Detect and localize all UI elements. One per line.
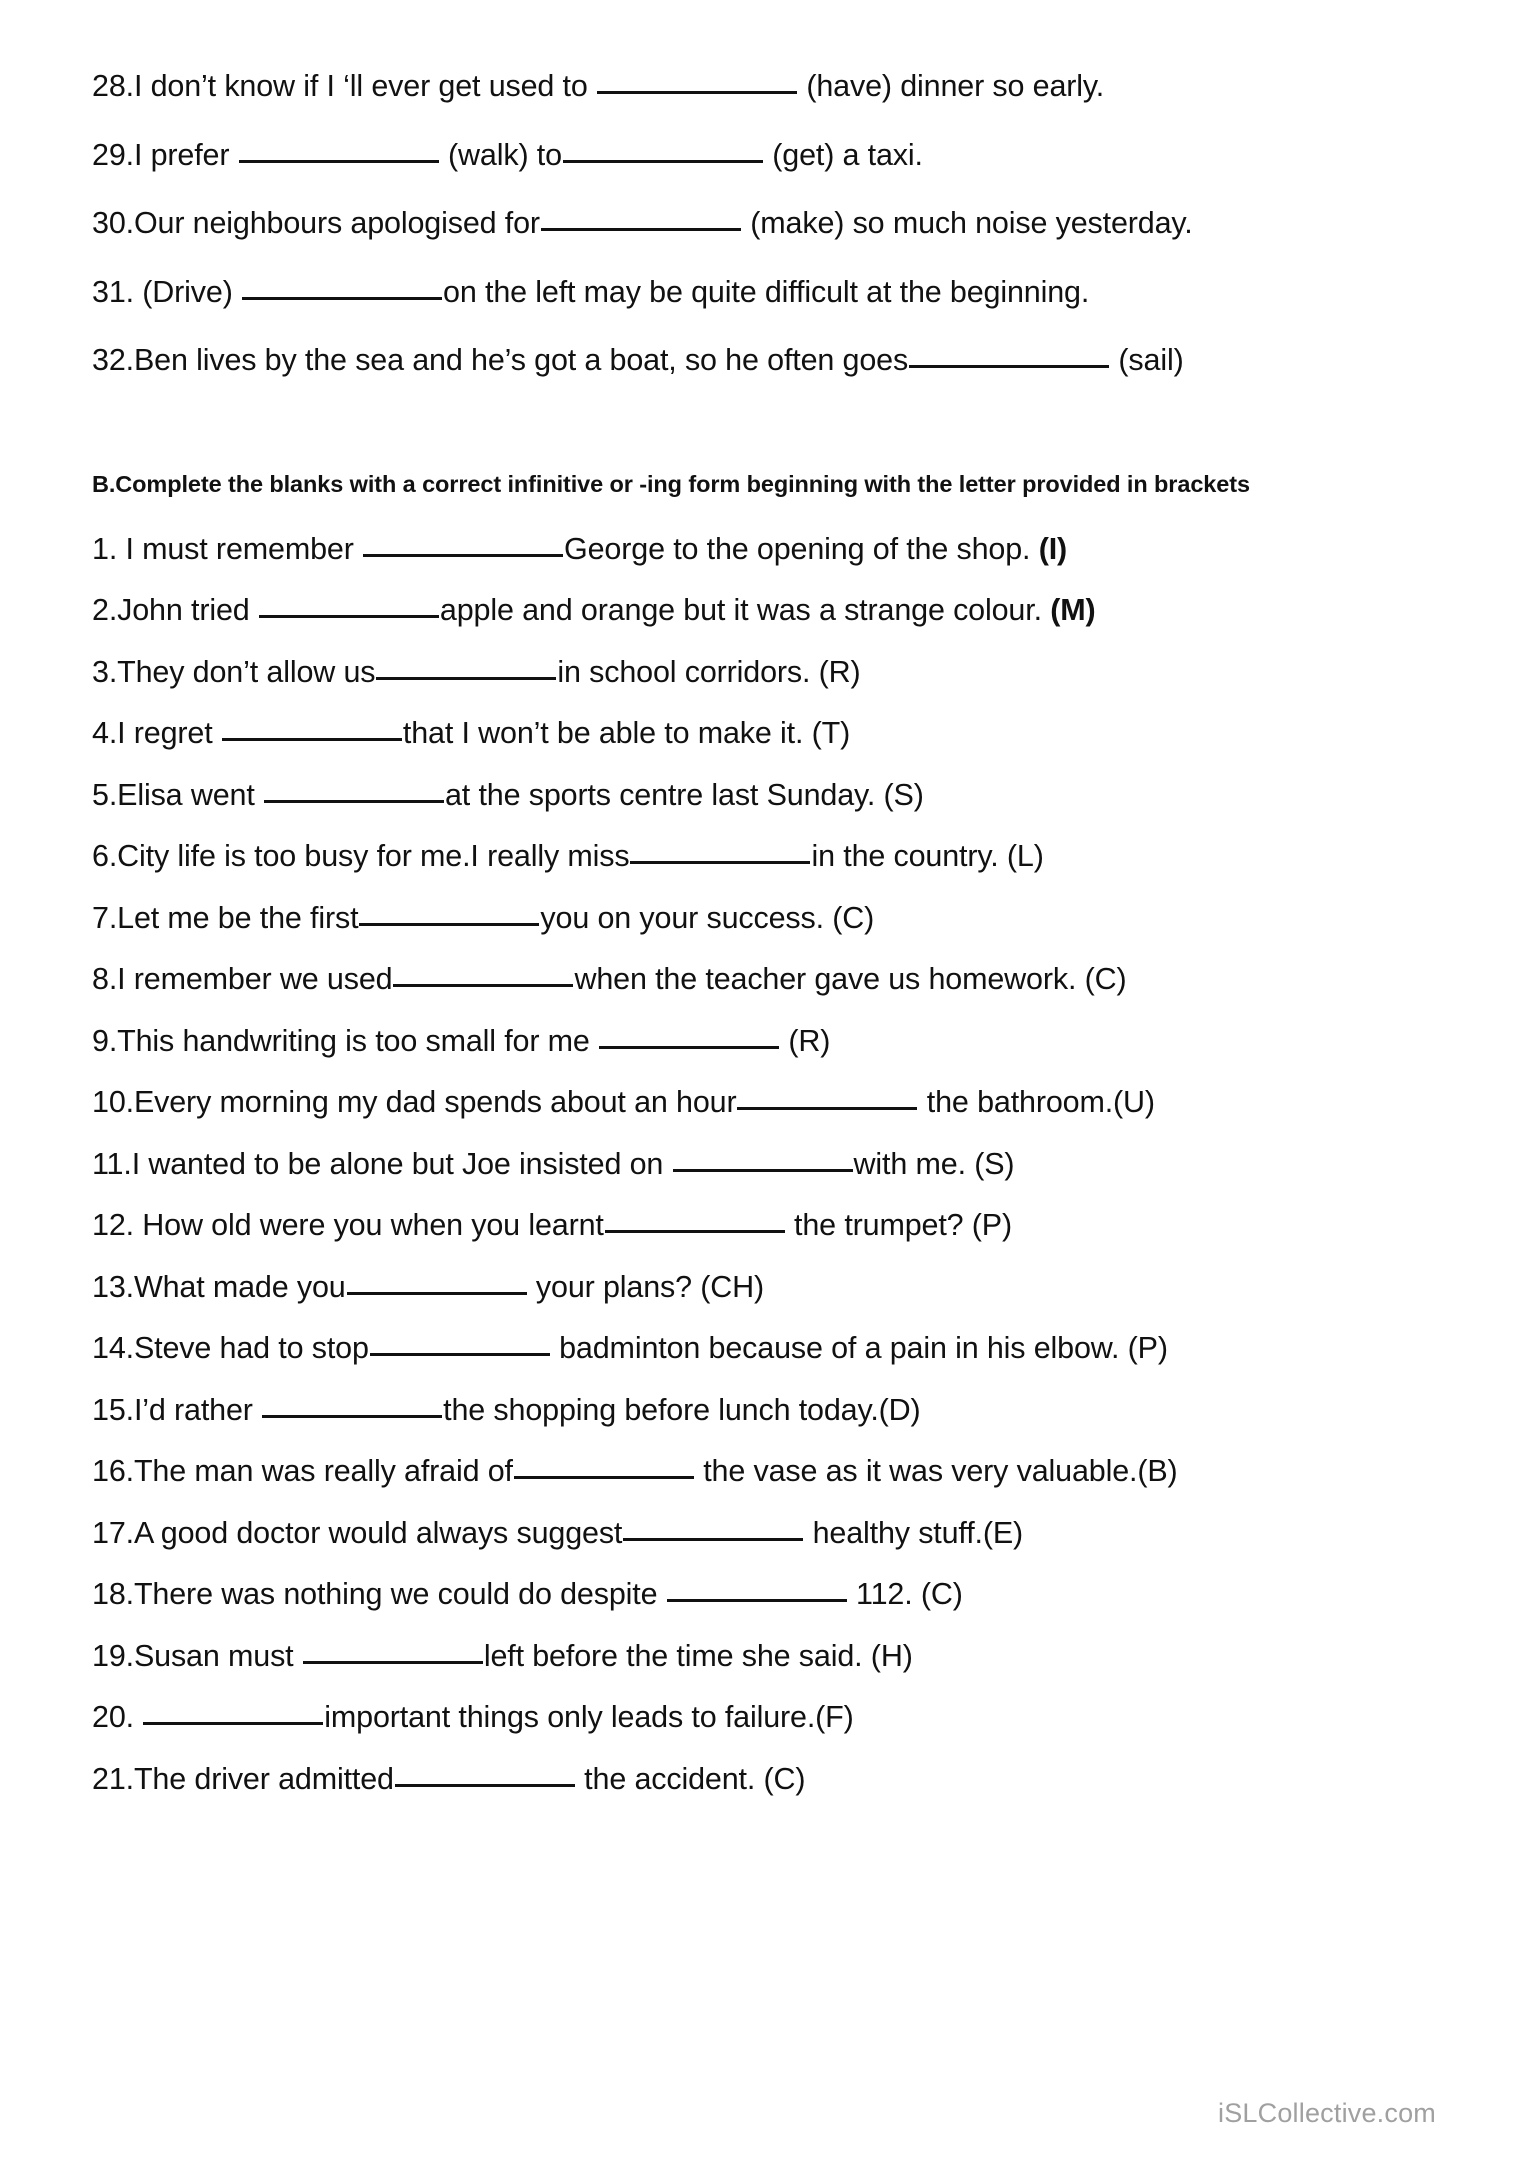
question-item-17 [92,1517,1437,1549]
question-item-16 [92,1455,1437,1487]
answer-blank[interactable] [605,1209,785,1233]
question-text-before-blank: I wanted to be alone but Joe insisted on [131,1146,672,1181]
question-item-2 [92,594,1437,626]
question-text-after-blank: (sail) [1110,343,1184,377]
question-text-after-blank: on the left may be quite difficult at the beginning. [443,274,1090,309]
answer-blank[interactable] [737,1086,917,1110]
answer-blank[interactable] [673,1148,853,1172]
question-number: 19. [92,1638,134,1673]
question-item-20 [92,1701,1437,1733]
question-number: 3. [92,654,118,689]
answer-blank[interactable] [222,717,402,741]
question-text-before-blank: I must remember [125,531,363,566]
question-text-before-blank: They don’t allow us [117,654,376,689]
question-number: 1. [92,531,126,566]
section-b-list [92,533,1437,1795]
question-item-13 [92,1271,1437,1303]
answer-blank[interactable] [264,779,444,803]
question-text-before-blank: City life is too busy for me.I really miss [117,839,630,874]
question-item-12 [92,1209,1437,1241]
question-number: 6. [92,839,118,874]
question-item-14 [92,1332,1437,1364]
question-item-28 [92,70,1437,102]
question-text-after-blank: your plans? (CH) [527,1269,765,1304]
question-text-before-blank: Steve had to stop [133,1331,369,1366]
answer-blank[interactable] [376,656,556,680]
question-number: 10. [92,1085,134,1120]
question-number: 7. [92,900,118,935]
question-text-before-blank: John tried [117,593,258,628]
question-text-after-blank: apple and orange but it was a strange colour. [439,593,1051,628]
question-text-before-blank: There was nothing we could do despite [133,1577,666,1612]
question-number: 14. [92,1331,134,1366]
question-number: 15. [92,1392,134,1427]
question-text-before-blank: How old were you when you learnt [142,1208,604,1243]
letter-hint: (M) [1050,593,1096,628]
question-text-after-blank: with me. (S) [853,1146,1015,1181]
section-a-list [92,70,1437,376]
question-number: 13. [92,1269,134,1304]
question-text-before-blank: I prefer [133,137,238,172]
answer-blank[interactable] [259,594,439,618]
question-text-before-blank: (Drive) [142,274,242,309]
question-text-after-blank: 112. (C) [847,1577,963,1612]
question-number: 30. [92,206,134,240]
question-item-15 [92,1394,1437,1426]
question-item-10 [92,1086,1437,1118]
question-text-after-blank: in the country. (L) [811,839,1044,874]
answer-blank[interactable] [363,533,563,557]
question-number: 12. [92,1208,143,1243]
question-text-after-blank: in school corridors. (R) [557,654,861,689]
question-item-32 [92,344,1437,376]
answer-blank[interactable] [541,207,741,231]
question-text-before-blank: Let me be the first [117,900,359,935]
question-text-after-blank: the bathroom.(U) [918,1085,1155,1120]
question-text-before-blank: This handwriting is too small for me [117,1023,599,1058]
question-number: 2. [92,593,118,628]
section-b-heading: B.Complete the blanks with a correct infinitive or -ing form beginning with the letter provided in brackets [92,470,1250,497]
question-text-before-blank: I don’t know if I ‘ll ever get used to [133,69,597,103]
question-item-11 [92,1148,1437,1180]
question-text-before-blank: Ben lives by the sea and he’s got a boat, so he often goes [133,343,909,377]
question-text-before-blank: What made you [133,1269,346,1304]
worksheet-content [92,70,1437,1794]
question-text-after-blank: (make) so much noise yesterday. [741,206,1193,240]
answer-blank[interactable] [370,1332,550,1356]
question-text-after-blank: the trumpet? (P) [785,1208,1013,1243]
site-watermark: iSLCollective.com [1218,2098,1436,2128]
answer-blank[interactable] [514,1455,694,1479]
answer-blank[interactable] [909,344,1109,368]
answer-blank[interactable] [599,1025,779,1049]
question-number: 11. [92,1146,132,1181]
question-text-after-blank: the shopping before lunch today.(D) [443,1392,921,1427]
question-text-before-blank: Every morning my dad spends about an hour [133,1085,737,1120]
answer-blank[interactable] [667,1578,847,1602]
answer-blank[interactable] [303,1640,483,1664]
question-number: 9. [92,1023,118,1058]
question-text-middle: (walk) to [439,137,562,172]
answer-blank[interactable] [623,1517,803,1541]
answer-blank[interactable] [262,1394,442,1418]
question-text-after-blank: at the sports centre last Sunday. (S) [444,777,924,812]
question-item-6 [92,840,1437,872]
question-number: 4. [92,716,118,751]
question-text-before-blank: I regret [117,716,221,751]
question-text-after-blank: that I won’t be able to make it. (T) [402,716,851,751]
question-number: 31. [92,274,143,309]
question-text-after-blank: healthy stuff.(E) [804,1515,1024,1550]
question-text-before-blank: Elisa went [117,777,263,812]
answer-blank[interactable] [395,1763,575,1787]
answer-blank[interactable] [393,963,573,987]
question-item-5 [92,779,1437,811]
question-item-29 [92,139,1437,171]
question-text-before-blank: A good doctor would always suggest [133,1515,623,1550]
question-text-before-blank: Susan must [133,1638,302,1673]
question-text-before-blank: I’d rather [133,1392,262,1427]
question-number: 20. [92,1700,143,1735]
question-number: 29. [92,137,134,172]
answer-blank[interactable] [242,276,442,300]
question-item-3 [92,656,1437,688]
answer-blank[interactable] [630,840,810,864]
question-text-after-blank: George to the opening of the shop. [564,531,1039,566]
question-text-after-blank: left before the time she said. (H) [483,1638,913,1673]
question-item-7 [92,902,1437,934]
question-text-after-blank: the accident. (C) [575,1761,806,1796]
question-number: 21. [92,1761,134,1796]
question-text-after-blank: the vase as it was very valuable.(B) [694,1454,1178,1489]
question-number: 5. [92,777,118,812]
question-item-1 [92,533,1437,565]
question-item-31 [92,276,1437,308]
question-text-before-blank: The man was really afraid of [133,1454,513,1489]
answer-blank[interactable] [347,1271,527,1295]
question-number: 28. [92,69,134,103]
answer-blank-second[interactable] [563,139,763,163]
question-text-before-blank: The driver admitted [133,1761,394,1796]
question-text-after-blank: badminton because of a pain in his elbow. (P) [550,1331,1168,1366]
question-number: 8. [92,962,118,997]
question-text-after-blank: (R) [780,1023,831,1058]
question-item-21 [92,1763,1437,1795]
question-text-after-blank: important things only leads to failure.(F) [324,1700,854,1735]
question-text-before-blank: Our neighbours apologised for [133,206,540,240]
question-text-after-blank: (have) dinner so early. [798,69,1105,103]
question-number: 16. [92,1454,134,1489]
answer-blank[interactable] [143,1701,323,1725]
question-item-4 [92,717,1437,749]
letter-hint: (I) [1038,531,1068,566]
question-item-19 [92,1640,1437,1672]
question-item-30 [92,207,1437,239]
question-text-after-blank: when the teacher gave us homework. (C) [574,962,1127,997]
question-text-after-blank: (get) a taxi. [763,137,923,172]
answer-blank[interactable] [597,70,797,94]
answer-blank[interactable] [239,139,439,163]
question-item-9 [92,1025,1437,1057]
answer-blank[interactable] [359,902,539,926]
question-number: 32. [92,343,134,377]
question-item-8 [92,963,1437,995]
question-text-after-blank: you on your success. (C) [540,900,875,935]
question-item-18 [92,1578,1437,1610]
question-number: 17. [92,1515,134,1550]
question-text-before-blank: I remember we used [117,962,393,997]
question-number: 18. [92,1577,134,1612]
section-spacer [92,413,1437,468]
